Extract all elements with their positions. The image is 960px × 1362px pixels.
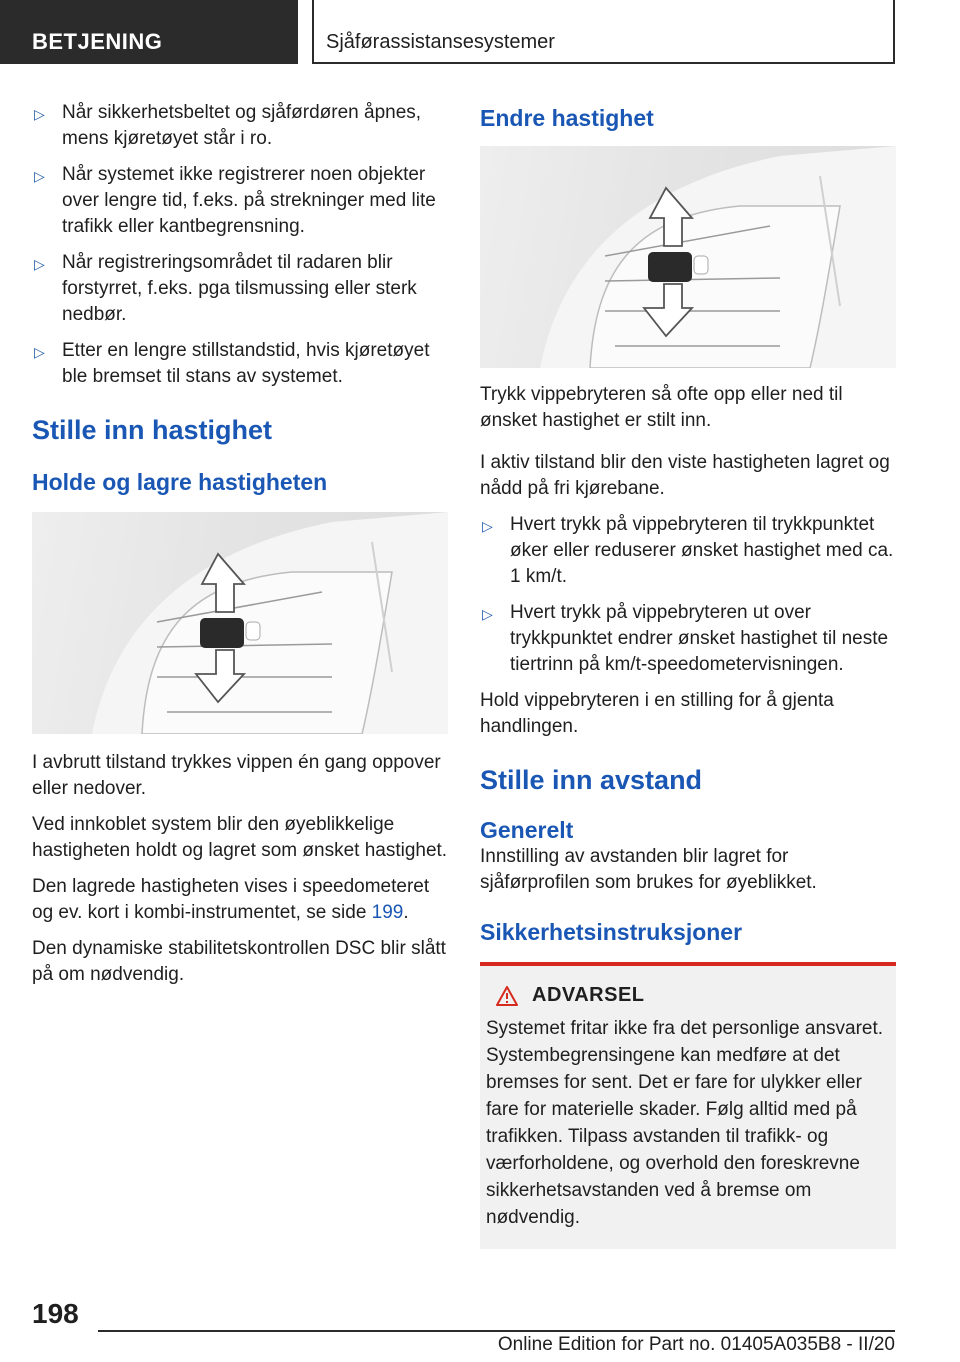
paragraph: Ved innkoblet system blir den øyeblikkelige hastigheten holdt og lagret som ønsket hastighet. bbox=[32, 814, 448, 861]
subsection-heading: Generelt bbox=[480, 817, 574, 843]
subsection-heading: Sikkerhetsinstruksjoner bbox=[480, 919, 743, 945]
paragraph: Hold vippebryteren i en stilling for å gjenta handlingen. bbox=[480, 690, 834, 737]
paragraph: I avbrutt tilstand trykkes vippen én gang oppover eller nedover. bbox=[32, 752, 441, 799]
footer-edition: Online Edition for Part no. 01405A035B8 - II/20 bbox=[497, 1334, 895, 1355]
bullet-triangle-icon: ▷ bbox=[34, 168, 45, 184]
left-column bbox=[32, 100, 448, 998]
paragraph: Innstilling av avstanden blir lagret for sjåførprofilen som brukes for øyeblikket. bbox=[480, 846, 817, 893]
warning-title: ADVARSEL bbox=[532, 984, 645, 1006]
warning-triangle-icon bbox=[496, 986, 518, 1006]
page-reference-link[interactable]: 199 bbox=[371, 902, 404, 923]
bullet-triangle-icon: ▷ bbox=[482, 518, 493, 534]
page-number: 198 bbox=[32, 1298, 79, 1329]
header-chapter: Sjåførassistansesystemer bbox=[312, 0, 895, 64]
section-heading: Stille inn avstand bbox=[480, 765, 703, 795]
subsection-heading: Endre hastighet bbox=[480, 105, 654, 131]
subsection-heading: Holde og lagre hastigheten bbox=[32, 469, 328, 495]
list-item: ▷ Etter en lengre stillstandstid, hvis kjøretøyet ble bremset til stans av systemet. bbox=[34, 340, 430, 387]
bullet-triangle-icon: ▷ bbox=[34, 106, 45, 122]
warning-text: Systemet fritar ikke fra det personlige ansvaret. Systembegrensingene kan medføre at det bremses for sent. Det er fare for ulykker eller fare for materielle skader. Følg alltid med på trafikken. Tilpass avstanden til trafikk- og værforholdene, og overhold den foreskrevne sikkerhetsavstanden ved å bremse om nødvendig. bbox=[486, 1018, 884, 1228]
warning-box bbox=[480, 962, 896, 1249]
paragraph: Den lagrede hastigheten vises i speedometeret og ev. kort i kombi-instrumentet, se side 199. bbox=[32, 876, 430, 923]
list-item: ▷ Hvert trykk på vippebryteren til trykkpunktet øker eller reduserer ønsket hastighet med ca. 1 km/t. bbox=[482, 514, 894, 587]
steering-wheel-figure bbox=[32, 512, 448, 734]
paragraph: Trykk vippebryteren så ofte opp eller ned til ønsket hastighet er stilt inn. bbox=[480, 384, 843, 431]
list-item: ▷ Når registreringsområdet til radaren blir forstyrret, f.eks. pga tilsmussing eller sterk nedbør. bbox=[34, 252, 417, 325]
section-heading: Stille inn hastighet bbox=[32, 415, 273, 445]
right-column bbox=[480, 100, 896, 1249]
header-section: BETJENING bbox=[0, 0, 298, 64]
steering-wheel-figure bbox=[480, 146, 896, 368]
list-item: ▷ Hvert trykk på vippebryteren ut over trykkpunktet endrer ønsket hastighet til neste tiertrinn på km/t-speedometervisningen. bbox=[482, 602, 889, 675]
footer-divider bbox=[98, 1330, 895, 1332]
bullet-triangle-icon: ▷ bbox=[34, 344, 45, 360]
paragraph: I aktiv tilstand blir den viste hastigheten lagret og nådd på fri kjørebane. bbox=[480, 452, 890, 499]
bullet-triangle-icon: ▷ bbox=[34, 256, 45, 272]
list-item: ▷ Når systemet ikke registrerer noen objekter over lengre tid, f.eks. på strekninger med lite trafikk eller kantbegrensning. bbox=[34, 164, 436, 237]
bullet-triangle-icon: ▷ bbox=[482, 606, 493, 622]
paragraph: Den dynamiske stabilitetskontrollen DSC blir slått på om nødvendig. bbox=[32, 938, 446, 985]
list-item: ▷ Når sikkerhetsbeltet og sjåførdøren åpnes, mens kjøretøyet står i ro. bbox=[34, 102, 422, 149]
